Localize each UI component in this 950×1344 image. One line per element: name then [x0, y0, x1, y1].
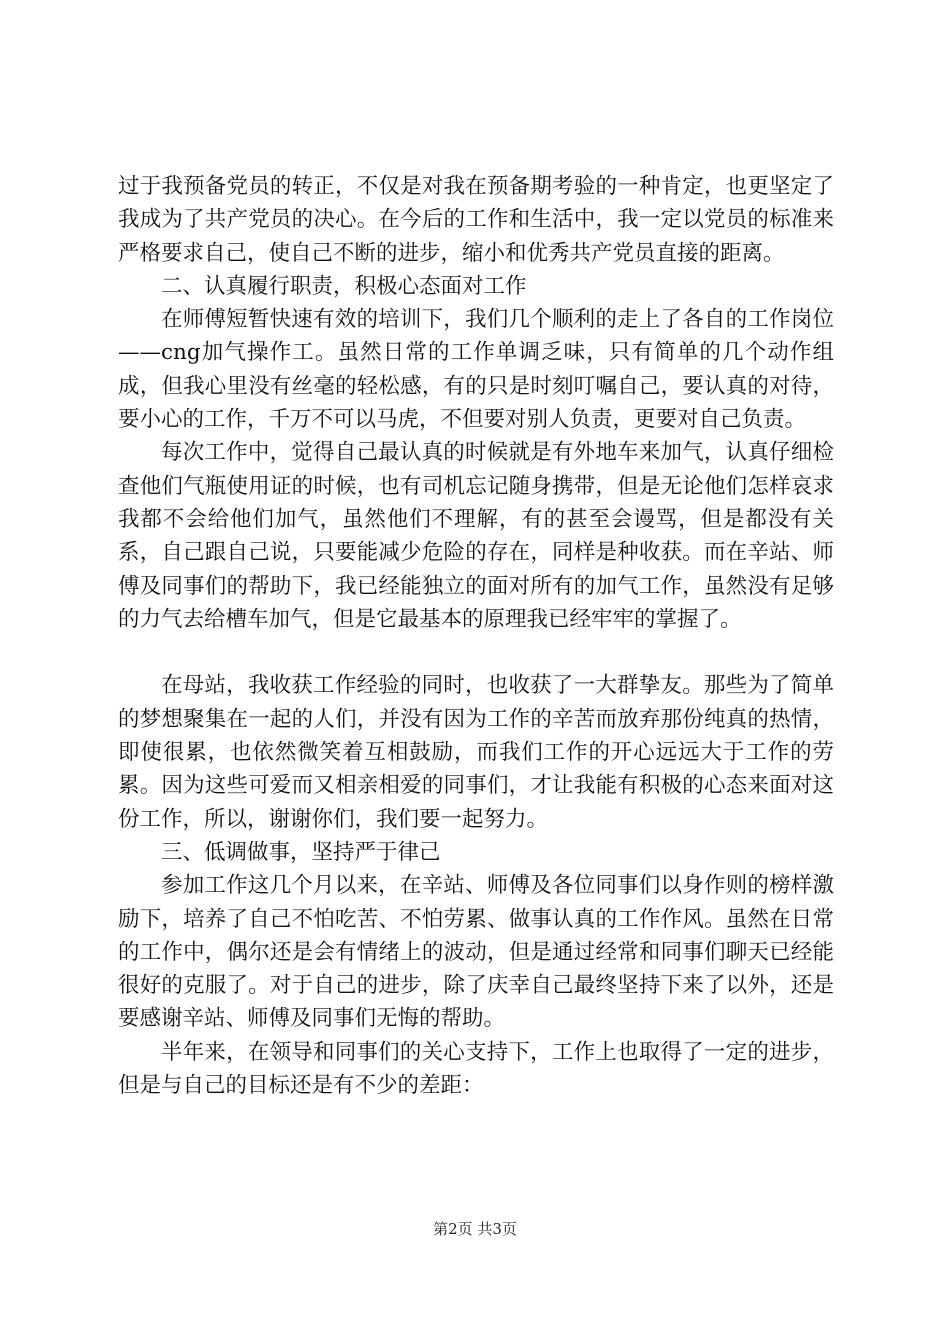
section-heading-2: 二、认真履行职责，积极心态面对工作 [161, 273, 527, 299]
blank-line [118, 636, 834, 669]
paragraph-party-member: 过于我预备党员的转正，不仅是对我在预备期考验的一种肯定，也更坚定了我成为了共产党员的决心。在今后的工作和生活中，我一定以党员的标准来严格要求自己，使自己不断的进步，缩小和优秀共产党员直接的距离。 [118, 174, 834, 266]
paragraph-training: 在师傅短暂快速有效的培训下，我们几个顺利的走上了各自的工作岗位——cng加气操作工。虽然日常的工作单调乏味，只有简单的几个动作组成，但我心里没有丝毫的轻松感，有的只是时刻叮嘱自己，要认真的对待，要小心的工作，千万不可以马虎，不但要对别人负责，更要对自己负责。 [118, 307, 834, 433]
paragraph-work-style: 参加工作这几个月以来，在辛站、师傅及各位同事们以身作则的榜样激励下，培养了自己不怕吃苦、不怕劳累、做事认真的工作作风。虽然在日常的工作中，偶尔还是会有情绪上的波动，但是通过经常和同事们聊天已经能很好的克服了。对于自己的进步，除了庆幸自己最终坚持下来了以外，还是要感谢辛站、师傅及同事们无悔的帮助。 [118, 873, 834, 1032]
paragraph-friends: 在母站，我收获工作经验的同时，也收获了一大群挚友。那些为了简单的梦想聚集在一起的人们，并没有因为工作的辛苦而放弃那份纯真的热情，即使很累，也依然微笑着互相鼓励，而我们工作的开心远远大于工作的劳累。因为这些可爱而又相亲相爱的同事们，才让我能有积极的心态来面对这份工作，所以，谢谢你们，我们要一起努力。 [118, 673, 834, 832]
page-footer: 第2页 共3页 [433, 1220, 517, 1238]
paragraph-half-year: 半年来，在领导和同事们的关心支持下，工作上也取得了一定的进步，但是与自己的目标还是有不少的差距： [118, 1039, 834, 1099]
section-heading-3: 三、低调做事，坚持严于律己 [161, 839, 441, 865]
document-body [118, 170, 834, 1102]
paragraph-daily-work: 每次工作中，觉得自己最认真的时候就是有外地车来加气，认真仔细检查他们气瓶使用证的时候，也有司机忘记随身携带，但是无论他们怎样哀求我都不会给他们加气，虽然他们不理解，有的甚至会谩骂，但是都没有关系，自己跟自己说，只要能减少危险的存在，同样是种收获。而在辛站、师傅及同事们的帮助下，我已经能独立的面对所有的加气工作，虽然没有足够的力气去给槽车加气，但是它最基本的原理我已经牢牢的掌握了。 [118, 440, 834, 632]
